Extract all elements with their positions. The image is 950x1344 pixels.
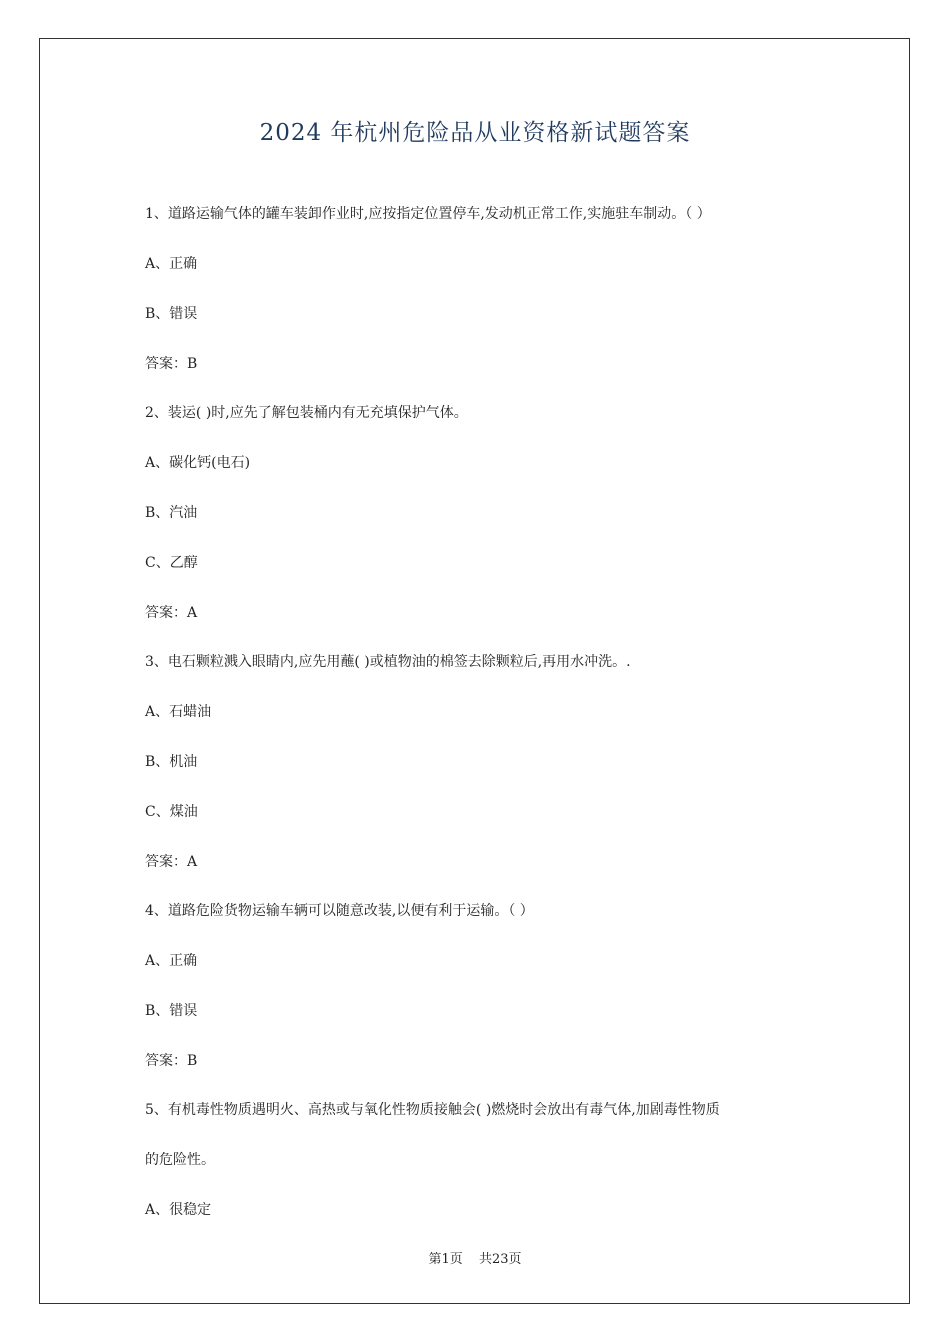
page-footer: [0, 1248, 950, 1267]
document-title: 2024 年杭州危险品从业资格新试题答案: [259, 120, 691, 146]
answer-2: 答案：A: [145, 605, 198, 621]
answer-4: 答案：B: [145, 1053, 198, 1069]
option-4b: B、错误: [145, 1003, 198, 1019]
page-number: 第1页: [428, 1252, 463, 1267]
option-3c: C、煤油: [145, 804, 198, 820]
question-5-continued: 的危险性。: [145, 1152, 215, 1168]
option-2c: C、乙醇: [145, 555, 198, 571]
option-1a: A、正确: [145, 256, 198, 272]
option-2a: A、碳化钙(电石): [145, 455, 251, 471]
question-1: 1、道路运输气体的罐车装卸作业时,应按指定位置停车,发动机正常工作,实施驻车制动。（ ）: [145, 206, 711, 222]
answer-1: 答案：B: [145, 356, 198, 372]
question-3: 3、电石颗粒溅入眼睛内,应先用蘸( )或植物油的棉签去除颗粒后,再用水冲洗。.: [145, 654, 631, 670]
answer-3: 答案：A: [145, 854, 198, 870]
option-1b: B、错误: [145, 306, 198, 322]
option-4a: A、正确: [145, 953, 198, 969]
option-3a: A、石蜡油: [145, 704, 212, 720]
question-5: 5、有机毒性物质遇明火、高热或与氧化性物质接触会( )燃烧时会放出有毒气体,加剧毒性物质: [145, 1102, 720, 1118]
option-2b: B、汽油: [145, 505, 198, 521]
page-total: 共23页: [478, 1252, 522, 1267]
option-5a: A、很稳定: [145, 1202, 212, 1218]
question-4: 4、道路危险货物运输车辆可以随意改装,以便有利于运输。（ ）: [145, 903, 534, 919]
option-3b: B、机油: [145, 754, 198, 770]
question-2: 2、装运( )时,应先了解包装桶内有无充填保护气体。: [145, 405, 468, 421]
